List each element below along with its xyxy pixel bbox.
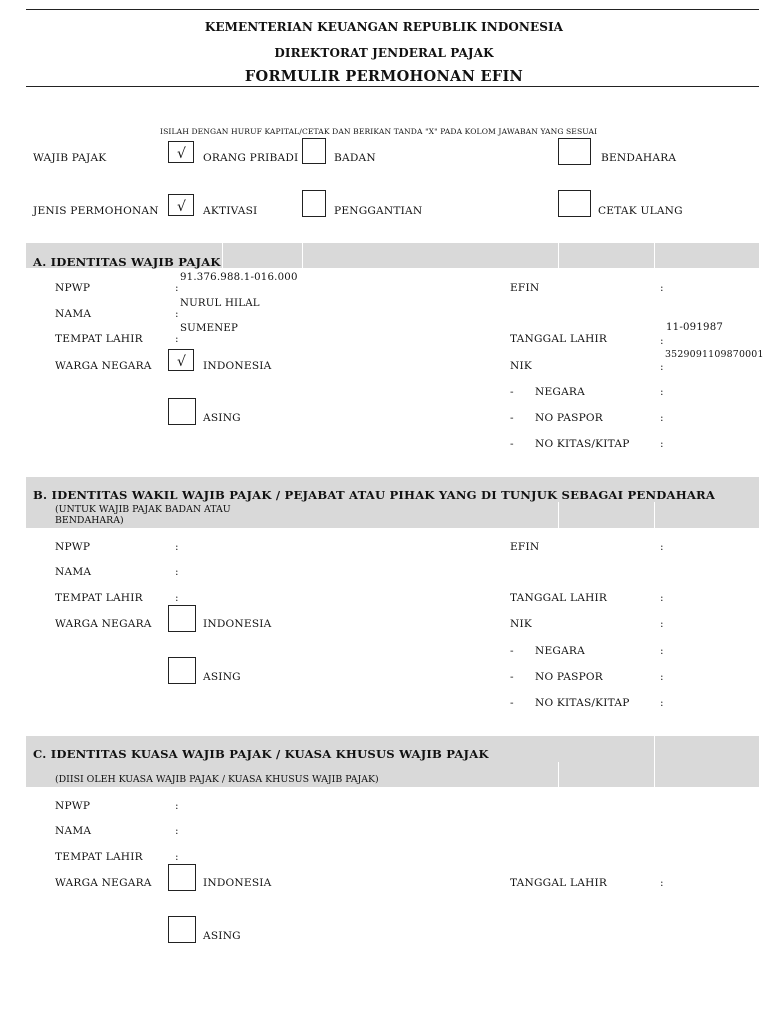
a-tanggal-lahir-value[interactable]: 11-091987 bbox=[666, 322, 724, 333]
c-warga-negara-label: WARGA NEGARA bbox=[55, 877, 152, 889]
option-aktivasi: AKTIVASI bbox=[203, 205, 258, 217]
divider bbox=[558, 502, 559, 528]
b-checkbox-indonesia[interactable] bbox=[168, 605, 196, 632]
section-a-title: A. IDENTITAS WAJIB PAJAK bbox=[33, 255, 221, 269]
a-kitas-label: NO KITAS/KITAP bbox=[535, 438, 630, 450]
request-type-label: JENIS PERMOHONAN bbox=[33, 205, 159, 217]
checkbox-badan[interactable] bbox=[302, 138, 326, 164]
option-orang-pribadi: ORANG PRIBADI bbox=[203, 152, 299, 164]
c-checkbox-indonesia[interactable] bbox=[168, 864, 196, 891]
b-kitas-colon: : bbox=[660, 697, 664, 709]
option-badan: BADAN bbox=[334, 152, 376, 164]
c-tanggal-lahir-label: TANGGAL LAHIR bbox=[510, 877, 608, 889]
c-option-indonesia: INDONESIA bbox=[203, 877, 272, 889]
b-option-indonesia: INDONESIA bbox=[203, 618, 272, 630]
a-negara-dash: - bbox=[510, 386, 514, 398]
a-nama-label: NAMA bbox=[55, 308, 92, 320]
check-mark-icon: √ bbox=[177, 199, 186, 215]
a-paspor-label: NO PASPOR bbox=[535, 412, 603, 424]
top-rule bbox=[26, 9, 759, 10]
form-title: FORMULIR PERMOHONAN EFIN bbox=[244, 68, 524, 85]
a-option-indonesia: INDONESIA bbox=[203, 360, 272, 372]
checkbox-cetak-ulang[interactable] bbox=[558, 190, 591, 217]
b-tempat-lahir-label: TEMPAT LAHIR bbox=[55, 592, 143, 604]
divider bbox=[654, 736, 655, 787]
b-tempat-lahir-colon: : bbox=[175, 592, 179, 604]
b-kitas-dash: - bbox=[510, 697, 514, 709]
a-npwp-colon: : bbox=[175, 282, 179, 294]
divider bbox=[558, 762, 559, 787]
section-b-title: B. IDENTITAS WAKIL WAJIB PAJAK / PEJABAT ATAU PIHAK YANG DI TUNJUK SEBAGAI PENDAHARA bbox=[33, 488, 716, 502]
section-b-subtitle-2: BENDAHARA) bbox=[55, 515, 124, 526]
b-option-asing: ASING bbox=[203, 671, 241, 683]
divider bbox=[654, 502, 655, 528]
a-tempat-lahir-colon: : bbox=[175, 333, 179, 345]
c-checkbox-asing[interactable] bbox=[168, 916, 196, 943]
divider bbox=[654, 243, 655, 268]
check-mark-icon: √ bbox=[177, 146, 186, 162]
divider bbox=[222, 243, 223, 268]
option-bendahara: BENDAHARA bbox=[601, 152, 677, 164]
b-tanggal-lahir-label: TANGGAL LAHIR bbox=[510, 592, 608, 604]
c-tempat-lahir-label: TEMPAT LAHIR bbox=[55, 851, 143, 863]
b-tanggal-lahir-colon: : bbox=[660, 592, 664, 604]
a-nik-label: NIK bbox=[510, 360, 532, 372]
a-tempat-lahir-value[interactable]: SUMENEP bbox=[180, 323, 239, 334]
b-nama-colon: : bbox=[175, 566, 179, 578]
section-c-title: C. IDENTITAS KUASA WAJIB PAJAK / KUASA KHUSUS WAJIB PAJAK bbox=[33, 747, 489, 761]
section-b-subtitle-1: (UNTUK WAJIB PAJAK BADAN ATAU bbox=[55, 504, 231, 515]
check-mark-icon: √ bbox=[177, 354, 186, 370]
c-tempat-lahir-colon: : bbox=[175, 851, 179, 863]
a-kitas-colon: : bbox=[660, 438, 664, 450]
checkbox-bendahara[interactable] bbox=[558, 138, 591, 165]
a-efin-colon: : bbox=[660, 282, 664, 294]
a-nik-value[interactable]: 3529091109870001 bbox=[665, 349, 764, 360]
b-kitas-label: NO KITAS/KITAP bbox=[535, 697, 630, 709]
option-cetak-ulang: CETAK ULANG bbox=[598, 205, 683, 217]
b-warga-negara-label: WARGA NEGARA bbox=[55, 618, 152, 630]
b-negara-colon: : bbox=[660, 645, 664, 657]
b-paspor-colon: : bbox=[660, 671, 664, 683]
a-nama-value[interactable]: NURUL HILAL bbox=[180, 298, 260, 309]
b-efin-colon: : bbox=[660, 541, 664, 553]
option-penggantian: PENGGANTIAN bbox=[334, 205, 423, 217]
c-nama-label: NAMA bbox=[55, 825, 92, 837]
b-paspor-dash: - bbox=[510, 671, 514, 683]
divider bbox=[558, 243, 559, 268]
c-option-asing: ASING bbox=[203, 930, 241, 942]
checkbox-penggantian[interactable] bbox=[302, 190, 326, 217]
a-tanggal-lahir-label: TANGGAL LAHIR bbox=[510, 333, 608, 345]
c-tanggal-lahir-colon: : bbox=[660, 877, 664, 889]
b-checkbox-asing[interactable] bbox=[168, 657, 196, 684]
b-nik-label: NIK bbox=[510, 618, 532, 630]
b-negara-dash: - bbox=[510, 645, 514, 657]
a-npwp-label: NPWP bbox=[55, 282, 91, 294]
checkbox-orang-pribadi[interactable] bbox=[168, 141, 194, 163]
b-npwp-label: NPWP bbox=[55, 541, 91, 553]
a-warga-negara-label: WARGA NEGARA bbox=[55, 360, 152, 372]
divider bbox=[302, 243, 303, 268]
c-nama-colon: : bbox=[175, 825, 179, 837]
a-nama-colon: : bbox=[175, 308, 179, 320]
a-option-asing: ASING bbox=[203, 412, 241, 424]
b-npwp-colon: : bbox=[175, 541, 179, 553]
a-efin-label: EFIN bbox=[510, 282, 540, 294]
header-bottom-rule bbox=[26, 86, 759, 87]
section-c-subtitle: (DIISI OLEH KUASA WAJIB PAJAK / KUASA KHUSUS WAJIB PAJAK) bbox=[55, 774, 379, 785]
a-checkbox-asing[interactable] bbox=[168, 398, 196, 425]
c-npwp-colon: : bbox=[175, 800, 179, 812]
section-b-header-band bbox=[26, 477, 759, 528]
taxpayer-type-label: WAJIB PAJAK bbox=[33, 152, 107, 164]
a-negara-colon: : bbox=[660, 386, 664, 398]
c-npwp-label: NPWP bbox=[55, 800, 91, 812]
a-checkbox-indonesia[interactable] bbox=[168, 349, 194, 371]
a-tempat-lahir-label: TEMPAT LAHIR bbox=[55, 333, 143, 345]
ministry-heading: KEMENTERIAN KEUANGAN REPUBLIK INDONESIA bbox=[204, 20, 564, 34]
b-negara-label: NEGARA bbox=[535, 645, 585, 657]
directorate-heading: DIREKTORAT JENDERAL PAJAK bbox=[274, 46, 494, 60]
a-nik-colon: : bbox=[660, 361, 664, 373]
a-kitas-dash: - bbox=[510, 438, 514, 450]
b-paspor-label: NO PASPOR bbox=[535, 671, 603, 683]
a-paspor-colon: : bbox=[660, 412, 664, 424]
a-npwp-value[interactable]: 91.376.988.1-016.000 bbox=[180, 272, 298, 283]
instruction-text: ISILAH DENGAN HURUF KAPITAL/CETAK DAN BERIKAN TANDA "X" PADA KOLOM JAWABAN YANG SESUAI bbox=[160, 127, 598, 136]
a-paspor-dash: - bbox=[510, 412, 514, 424]
checkbox-aktivasi[interactable] bbox=[168, 194, 194, 216]
b-nik-colon: : bbox=[660, 618, 664, 630]
a-tanggal-lahir-colon: : bbox=[660, 335, 664, 347]
a-negara-label: NEGARA bbox=[535, 386, 585, 398]
b-nama-label: NAMA bbox=[55, 566, 92, 578]
b-efin-label: EFIN bbox=[510, 541, 540, 553]
